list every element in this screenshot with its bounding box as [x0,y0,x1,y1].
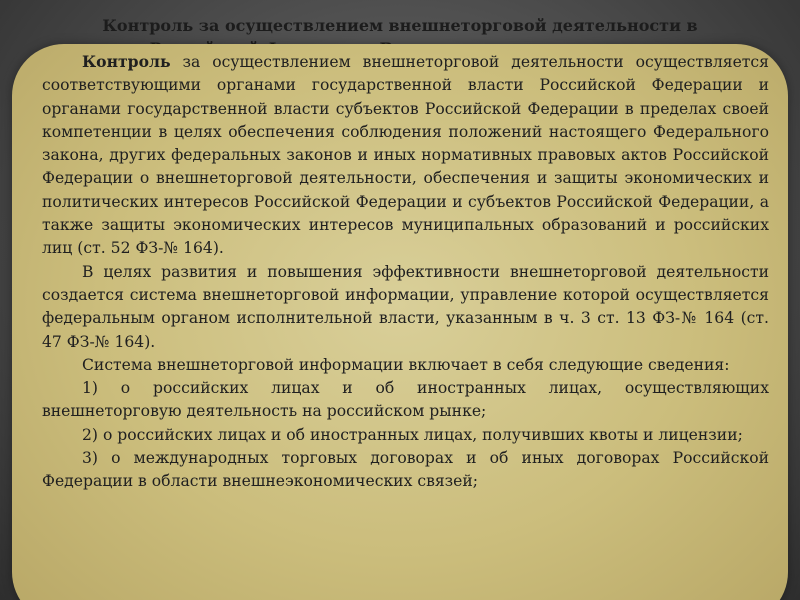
paragraph-information-system: В целях развития и повышения эффективности внешнеторговой деятельности создается система внешнеторговой информации, управление которой осуществляется федеральным органом исполнительной власти, указанным в ч. 3 ст. 13 ФЗ-№ 164 (ст. 47 ФЗ-№ 164). [42,262,769,351]
list-item-3: 3) о международных торговых договорах и об иных договорах Российской Федерации в области внешнеэкономических связей; [42,449,769,491]
body-text [42,50,769,494]
list-item-2: 2) о российских лицах и об иностранных лицах, получивших квоты и лицензии; [82,425,743,444]
paragraph-control-text: за осуществлением внешнеторговой деятельности осуществляется соответствующими органами государственной власти Российской Федерации и органами государственной власти субъектов Российской Федерации в пределах своей компетенции в целях обеспечения соблюдения положений настоящего Федерального закона, других федеральных законов и иных нормативных правовых актов Российской Федерации о внешнеторговой деятельности, обеспечения и защиты экономических и политических интересов Российской Федерации и субъектов Российской Федерации, а также защиты экономических интересов муниципальных образований и российских лиц (ст. 52 ФЗ-№ 164). [42,53,769,258]
list-item-1: 1) о российских лицах и об иностранных лицах, осуществляющих внешнеторговую деятельность на российском рынке; [42,379,769,421]
paragraph-control [42,50,769,261]
slide-title: Контроль за осуществлением внешнеторговой деятельности в [102,16,698,35]
paragraph-lead-word: Контроль [82,52,171,71]
paragraph-system-contents: Система внешнеторговой информации включает в себя следующие сведения: [82,355,730,374]
content-panel [12,44,788,600]
